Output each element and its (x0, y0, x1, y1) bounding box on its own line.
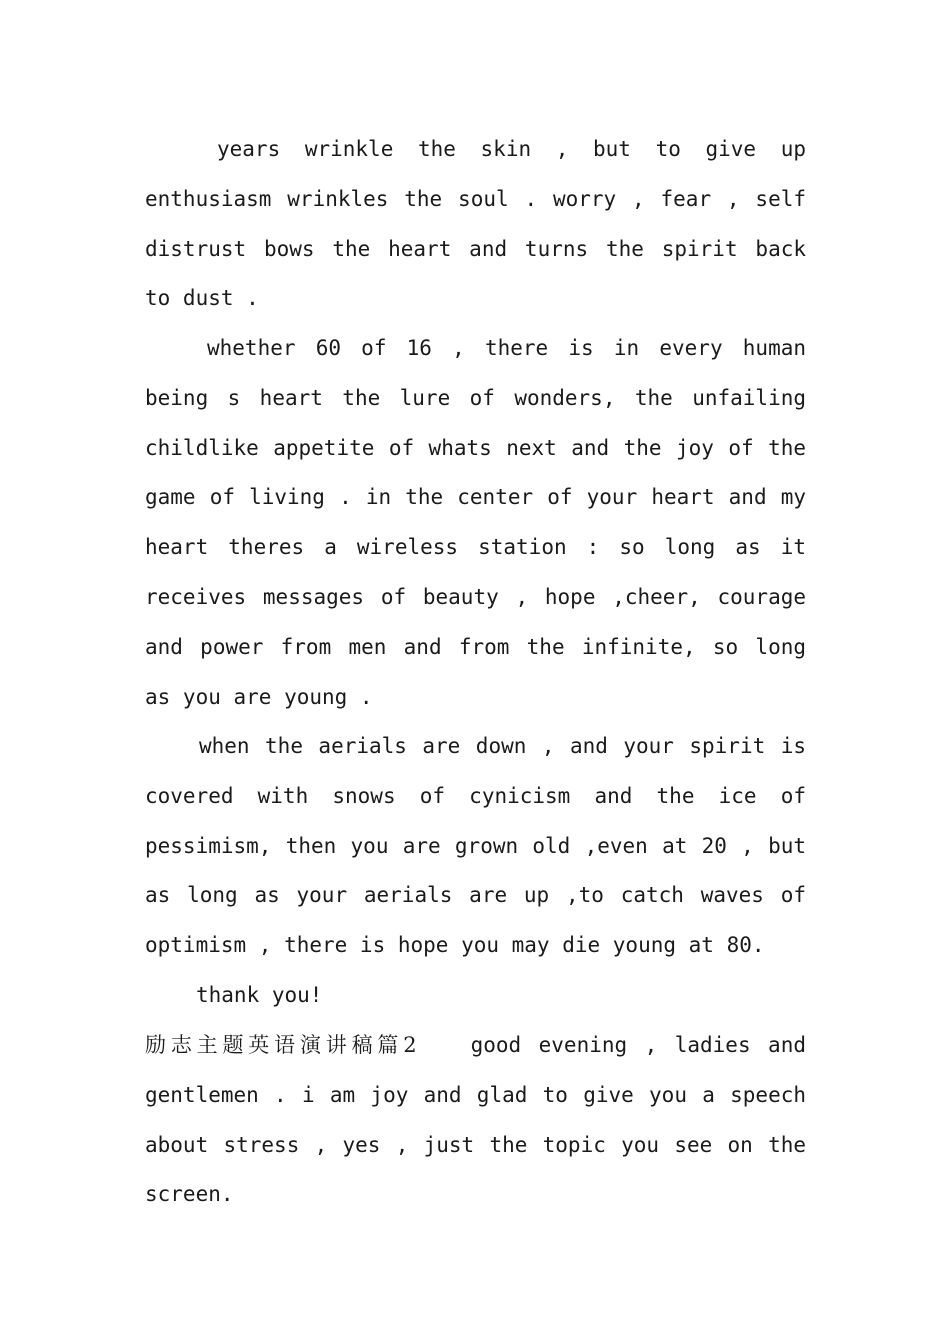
paragraph-2-line-5: heart theres a wireless station : so long as it (145, 535, 806, 560)
section-2-line-3: about stress , yes , just the topic you see on the (145, 1132, 806, 1157)
paragraph-2-line-1: whether 60 of 16 , there is in every human (207, 336, 806, 360)
section-2 (145, 1021, 806, 1220)
section-2-heading: 励志主题英语演讲稿篇2 (145, 1033, 417, 1057)
paragraph-2-line-7: and power from men and from the infinite, so long (145, 634, 806, 659)
closing-paragraph (145, 971, 806, 1021)
paragraph-3-line-2: covered with snows of cynicism and the ice of (145, 783, 806, 808)
section-2-first-line (145, 1021, 806, 1071)
paragraph-1-line-2: enthusiasm wrinkles the soul . worry , fear , self (145, 186, 806, 211)
section-2-line-2: gentlemen . i am joy and glad to give you a speech (145, 1082, 806, 1107)
paragraph-1-line-4: to dust . (145, 286, 259, 311)
paragraph-1-line-1: years wrinkle the skin , but to give up (217, 137, 806, 161)
paragraph-1-line-3: distrust bows the heart and turns the spirit back (145, 236, 806, 261)
paragraph-2-line-8: as you are young . (145, 684, 373, 709)
paragraph-3-line-3: pessimism, then you are grown old ,even at 20 , but (145, 833, 806, 858)
paragraph-3 (145, 722, 806, 971)
paragraph-2-line-2: being s heart the lure of wonders, the unfailing (145, 385, 806, 410)
paragraph-1 (145, 125, 806, 324)
paragraph-2-line-3: childlike appetite of whats next and the joy of the (145, 435, 806, 460)
paragraph-3-line-5: optimism , there is hope you may die young at 80. (145, 933, 765, 958)
section-2-first-line-rest: good evening , ladies and (470, 1033, 806, 1057)
paragraph-2-line-4: game of living . in the center of your heart and my (145, 485, 806, 510)
section-2-line-4: screen. (145, 1182, 234, 1207)
paragraph-2-line-6: receives messages of beauty , hope ,cheer, courage (145, 584, 806, 609)
paragraph-3-line-1: when the aerials are down , and your spirit is (199, 734, 806, 758)
closing-line: thank you! (196, 983, 323, 1007)
paragraph-3-line-4: as long as your aerials are up ,to catch waves of (145, 883, 806, 908)
paragraph-2 (145, 324, 806, 722)
